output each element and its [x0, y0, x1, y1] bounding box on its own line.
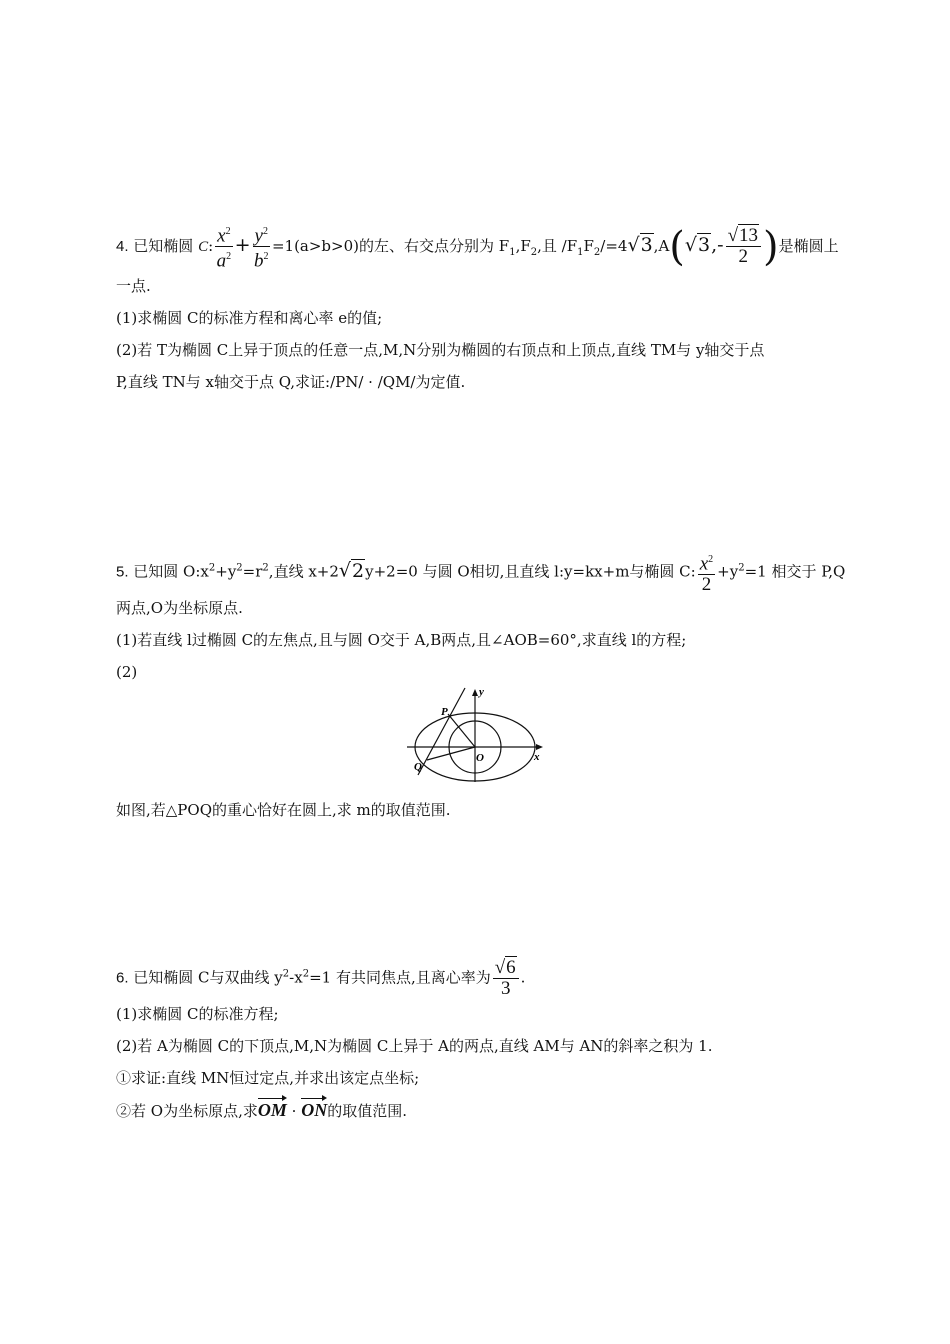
q4-comma: ,-	[711, 233, 724, 256]
q5-c: =r	[242, 562, 263, 581]
q4-part1: (1)求椭圆 C的标准方程和离心率 e的值;	[116, 309, 383, 327]
q4-part2a: (2)若 T为椭圆 C上异于顶点的任意一点,M,N分别为椭圆的右顶点和上顶点,直线 TM与 y轴交于点	[116, 341, 765, 359]
q4-x: x	[217, 225, 226, 247]
q4-b: b	[253, 250, 264, 272]
label-x: x	[534, 751, 540, 763]
q6-sqrt6: 6	[506, 957, 516, 978]
q4-f1f2: F	[583, 236, 594, 255]
q5-fx: x	[699, 553, 709, 575]
q4-part2b: P,直线 TN与 x轴交于点 Q,求证:/PN/ · /QM/为定值.	[116, 373, 466, 391]
q4-number: 4.	[116, 237, 129, 255]
q4-eq: =1	[271, 236, 295, 255]
q4-sqrt13: 13	[739, 225, 758, 247]
q5-sqrt2: 2	[352, 559, 365, 582]
q4-plus: +	[234, 233, 251, 256]
y-axis-arrow	[472, 689, 478, 696]
q4-tail: 是椭圆上	[778, 236, 839, 255]
x-axis-arrow	[536, 744, 543, 750]
label-y: y	[479, 686, 484, 698]
segment-op	[448, 714, 475, 747]
q4-frac-13: $\frac{√13}{2}$	[726, 226, 761, 267]
q4-line1: 4. 已知椭圆 C: $\frac{x^2}{a^2}$ + $\frac{y^2}{b^2}$ =1(a>b>0)的左、右交点分别为 $F_1,F_2$,且 $/F_1F_2/=4√3,A(√3,-$ $\frac{√13}{2}$ )是椭圆上	[116, 223, 839, 272]
q4-point-a: ,A	[653, 236, 670, 255]
q4-frac-y: $\frac{y^2}{b^2}$	[253, 222, 270, 272]
q6-part3: ①求证:直线 MN恒过定点,并求出该定点坐标;	[116, 1069, 420, 1087]
q4-den2: 2	[738, 246, 749, 268]
q4-frac-x: $\frac{x^2}{a^2}$	[215, 222, 232, 272]
q6-c: =1 有共同焦点,且离心率为	[309, 968, 491, 987]
q5-a: 已知圆 O:x	[128, 562, 209, 581]
q6-line1: 6. 已知椭圆 C与双曲线 $y^2-x^2=1$ 有共同焦点,且离心率为 $\frac{√6}{3}$ .	[116, 957, 526, 999]
q5-after: 如图,若△POQ的重心恰好在圆上,求 m的取值范围.	[116, 801, 451, 819]
q5-d: ,直线 x+2	[268, 562, 339, 581]
q4-text-a: 已知椭圆	[128, 236, 199, 255]
q5-fd: 2	[701, 574, 712, 596]
label-p: P	[441, 706, 448, 718]
q6-frac: $\frac{√6}{3}$	[493, 958, 519, 999]
q4-f2: ,F	[515, 236, 531, 255]
q5-line2: 两点,O为坐标原点.	[116, 599, 243, 617]
q4-len: /=4	[600, 236, 628, 255]
q5-e: y+2=0 与圆 O相切,且直线 l:y=kx+m与椭圆 C:	[365, 562, 696, 581]
q6-den3: 3	[500, 978, 511, 999]
q5-b: +y	[215, 562, 237, 581]
q4-var-c: C	[198, 238, 209, 255]
q6-part4	[116, 1100, 407, 1121]
q4-y: y	[254, 225, 263, 247]
q6-b: -x	[289, 968, 303, 987]
q4-sqrt3: 3	[640, 233, 653, 256]
vector-on: ON	[301, 1100, 328, 1120]
q5-g: +y	[717, 562, 739, 581]
q4-a-sqrt3: 3	[698, 233, 711, 256]
q4-cond: (a>b>0)	[294, 236, 359, 255]
vector-om: OM	[257, 1100, 287, 1120]
q5-h: =1 相交于 P,Q	[744, 562, 846, 581]
q5-number: 5.	[116, 563, 129, 581]
q6-a: 已知椭圆 C与双曲线 y	[128, 968, 283, 987]
q5-part1: (1)若直线 l过椭圆 C的左焦点,且与圆 O交于 A,B两点,且∠AOB=60°,求直线 l的方程;	[116, 631, 687, 649]
ellipse-circle-figure	[405, 686, 547, 786]
q6-p4a: ②若 O为坐标原点,求	[116, 1102, 258, 1120]
label-o: O	[476, 752, 484, 764]
q4-mid2: ,且 /F	[537, 236, 578, 255]
q4-a: a	[216, 250, 227, 272]
q6-part2: (2)若 A为椭圆 C的下顶点,M,N为椭圆 C上异于 A的两点,直线 AM与 AN的斜率之积为 1.	[116, 1037, 713, 1055]
q4-line2: 一点.	[116, 277, 151, 295]
q5-line1: 5. 已知圆 $O:x^2+y^2=r^2$,直线 x+2√2y+2=0 与圆 O相切,且直线 l:y=kx+m与椭圆 C: $\frac{x^2}{2}$ $+y^2=1$ 相交于 P,Q	[116, 550, 845, 595]
q5-frac: $\frac{x^2}{2}$	[698, 550, 715, 595]
q6-dot: .	[520, 968, 526, 987]
q6-cdot: ·	[291, 1102, 297, 1120]
q6-number: 6.	[116, 969, 129, 987]
label-q: Q	[414, 761, 422, 773]
q5-part2: (2)	[116, 663, 138, 681]
q6-part1: (1)求椭圆 C的标准方程;	[116, 1005, 279, 1023]
q4-mid: 的左、右交点分别为 F	[359, 236, 510, 255]
q6-p4b: 的取值范围.	[327, 1102, 407, 1120]
q4-colon: :	[208, 236, 214, 255]
line-l	[418, 688, 465, 775]
